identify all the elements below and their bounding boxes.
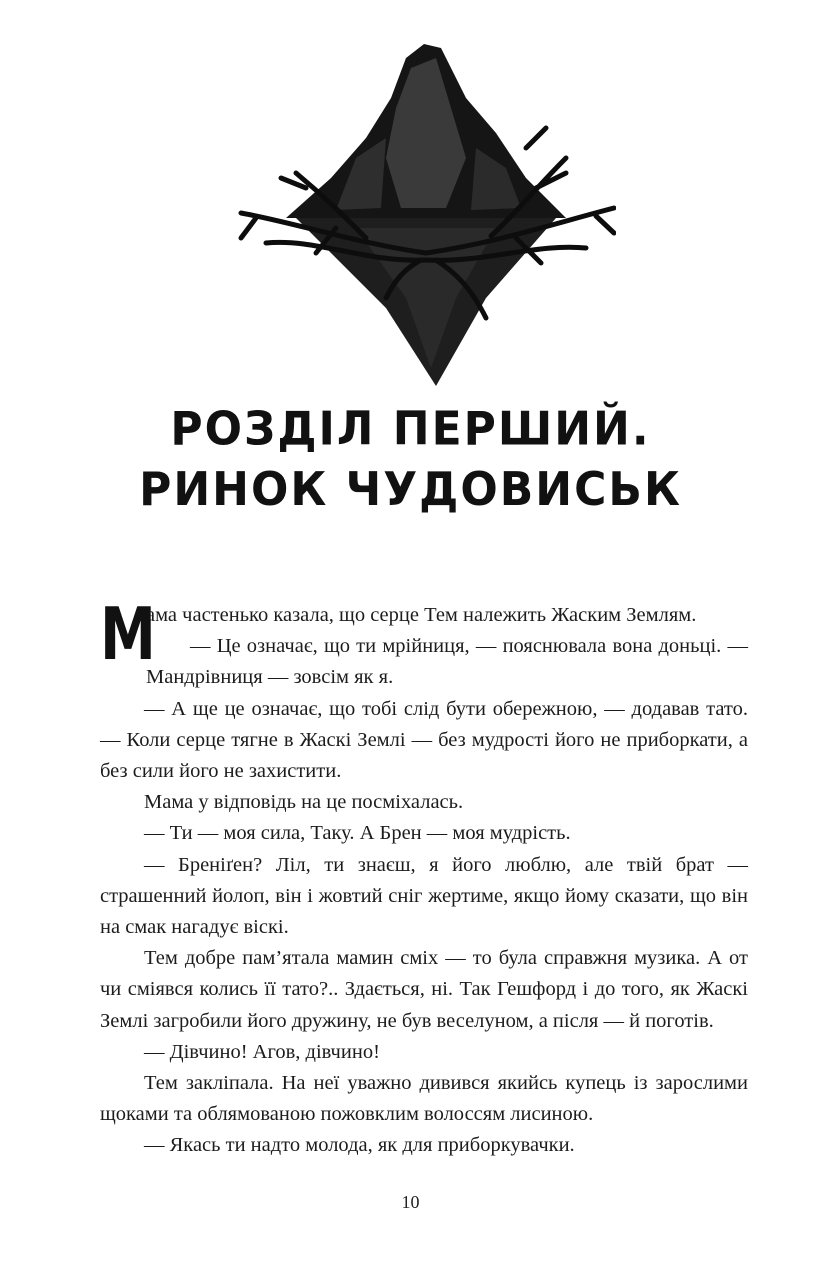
- paragraph-2: — Це означає, що ти мрійниця, — пояснювала вона доньці. — Мандрівниця — зовсім як я.: [146, 635, 748, 689]
- page-number: 10: [401, 1192, 420, 1212]
- chapter-title-line-1: РОЗДІЛ ПЕРШИЙ.: [170, 402, 651, 456]
- chapter-title-line-2: РИНОК ЧУДОВИСЬК: [139, 463, 682, 517]
- chapter-title: [0, 399, 821, 521]
- paragraph-9: Тем закліпала. На неї уважно дивився якийсь купець із зарослими щоками та облямованою пожовклим волоссям лисиною.: [100, 1072, 748, 1126]
- paragraph-4: Мама у відповідь на це посміхалась.: [144, 791, 464, 814]
- chapter-body: [100, 592, 748, 1162]
- chapter-emblem: [236, 38, 616, 386]
- paragraph-5: — Ти — моя сила, Таку. А Брен — моя мудрість.: [144, 822, 571, 845]
- drop-cap: М: [100, 592, 156, 676]
- floating-rock-with-thorns-icon: [236, 38, 616, 386]
- paragraph-10: — Якась ти надто молода, як для приборкувачки.: [144, 1134, 575, 1157]
- paragraph-8: — Дівчино! Агов, дівчино!: [144, 1040, 380, 1063]
- paragraph-3: — А ще це означає, що тобі слід бути обережною, — додавав тато. — Коли серце тягне в Жаскі Землі — без мудрості його не приборкати, а без сили його не захистити.: [100, 697, 748, 783]
- paragraph-7: Тем добре пам’ятала мамин сміх — то була справжня музика. А от чи сміявся колись її тато?.. Здається, ні. Так Гешфорд і до того, як Жаскі Землі загробили його дружину, не був веселуном, а після — й поготів.: [100, 947, 748, 1032]
- paragraph-6: — Бреніґен? Ліл, ти знаєш, я його люблю, але твій брат — страшенний йолоп, він і жовтий сніг жертиме, якщо йому сказати, що він на смак нагадує віскі.: [100, 853, 748, 939]
- paragraph-1-text: ама частенько казала, що серце Тем належить Жаским Землям.: [146, 604, 697, 626]
